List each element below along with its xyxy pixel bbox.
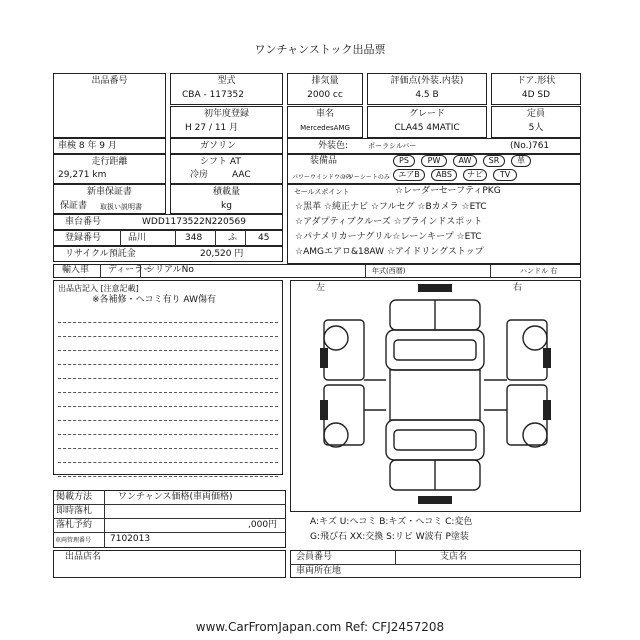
equip-sr: SR bbox=[483, 155, 505, 167]
legend-line-1: A:キズ U:ヘコミ B:キズ・ヘコミ C:変色 bbox=[310, 517, 473, 527]
plate-label: 登録番号 bbox=[65, 233, 102, 243]
legend-line-2: G:飛び石 XX:交換 S:リビ W波有 P塗装 bbox=[310, 532, 469, 542]
diagram-right-label: 右 bbox=[513, 283, 523, 293]
aircon-label: 冷房 bbox=[190, 170, 209, 180]
sales-point-4: ☆パナメリカーナグリル☆レーンキープ ☆ETC bbox=[295, 232, 482, 242]
manual-label: 保証書 bbox=[60, 201, 88, 211]
notes-line bbox=[58, 322, 278, 323]
notes-label: 出品店記入 [注意記載] bbox=[58, 284, 139, 293]
first-reg-value: H 27 / 11 月 bbox=[185, 123, 239, 133]
sales-point-2: ☆黒革 ☆純正ナビ ☆フルセグ ☆Bカメラ ☆ETC bbox=[295, 202, 487, 212]
equip-pw: PW bbox=[421, 155, 447, 167]
aircon-value: AAC bbox=[232, 170, 251, 180]
exhibitor-label: 出品店名 bbox=[65, 552, 102, 562]
footer-watermark: www.CarFromJapan.com Ref: CFJ2457208 bbox=[195, 620, 445, 634]
grade-value: CLA45 4MATIC bbox=[394, 123, 460, 133]
reserve-value: ,000円 bbox=[248, 520, 278, 530]
equipment-note-right: パワーシートのみ bbox=[342, 174, 390, 181]
model-value: CBA - 117352 bbox=[182, 90, 244, 100]
method-label: 掲載方法 bbox=[56, 492, 93, 502]
plate-class: 348 bbox=[185, 233, 203, 243]
displacement-value: 2000 cc bbox=[307, 90, 343, 100]
capacity-label: 定員 bbox=[526, 109, 545, 119]
notes-line bbox=[58, 336, 278, 337]
sales-point-5: ☆AMGエアロ&18AW ☆アイドリングストップ bbox=[295, 247, 484, 257]
plate-kana: ふ bbox=[228, 233, 238, 243]
notes-line bbox=[58, 378, 278, 379]
equip-navi: ナビ bbox=[463, 169, 487, 181]
maker-label: 車名 bbox=[315, 109, 334, 119]
equip-aw: AW bbox=[453, 155, 477, 167]
import-dealer: ディーラー bbox=[108, 265, 153, 275]
color-number: (No.)761 bbox=[510, 141, 550, 151]
score-label: 評価点(外装.内装) bbox=[390, 76, 464, 86]
notes-line bbox=[58, 350, 278, 351]
stock-value: 7102013 bbox=[110, 534, 151, 544]
equip-tv: TV bbox=[493, 169, 517, 181]
page-title: ワンチャンストック出品票 bbox=[254, 43, 386, 56]
notes-line bbox=[58, 448, 278, 449]
plate-number: 45 bbox=[258, 233, 270, 243]
recycle-value: 20,520 円 bbox=[200, 249, 244, 259]
warranty-label: 新車保証書 bbox=[86, 187, 132, 197]
notes-line bbox=[58, 476, 278, 477]
inspection-value: 車検 8 年 9 月 bbox=[58, 141, 117, 151]
import-serial: シリアルNo bbox=[146, 265, 194, 275]
model-year-label: 年式(西暦) bbox=[372, 267, 406, 275]
location-label: 車両所在地 bbox=[296, 566, 342, 576]
maker-value: MercedesAMG bbox=[300, 124, 350, 132]
fuel-value: ガソリン bbox=[200, 141, 237, 151]
displacement-label: 排気量 bbox=[311, 76, 339, 86]
door-label: ドア.形状 bbox=[516, 76, 556, 86]
equip-abs: ABS bbox=[431, 169, 457, 181]
color-label: 外装色: bbox=[318, 141, 349, 151]
notes-line bbox=[58, 406, 278, 407]
grade-label: グレード bbox=[408, 109, 445, 119]
import-label: 輸入車 bbox=[62, 265, 90, 275]
notes-line-1: ※各補修・ヘコミ有り AW傷有 bbox=[92, 295, 216, 305]
manual-value: 取扱い説明書 bbox=[100, 203, 142, 211]
score-value: 4.5 B bbox=[415, 90, 439, 100]
stock-label: 車両管理番号 bbox=[55, 537, 92, 544]
diagram-left-label: 左 bbox=[316, 283, 326, 293]
lot-number-label: 出品番号 bbox=[91, 76, 128, 86]
instant-label: 即時落札 bbox=[56, 506, 93, 516]
loading-value: kg bbox=[221, 201, 232, 211]
color-value: ポーラシルバー bbox=[368, 142, 417, 150]
equipment-note-left: パワーウインドウのみ bbox=[292, 174, 352, 181]
recycle-label: リサイクル預託金 bbox=[65, 249, 136, 259]
plate-area: 品川 bbox=[128, 233, 147, 243]
equip-airbag: エアB bbox=[393, 169, 425, 181]
capacity-value: 5人 bbox=[528, 123, 544, 133]
member-label: 会員番号 bbox=[296, 552, 333, 562]
equip-leather: 革 bbox=[511, 155, 531, 167]
notes-line bbox=[58, 434, 278, 435]
branch-label: 支店名 bbox=[440, 552, 468, 562]
shift-label: シフト AT bbox=[200, 157, 241, 167]
notes-line bbox=[58, 462, 278, 463]
notes-line bbox=[58, 364, 278, 365]
mileage-label: 走行距離 bbox=[91, 157, 128, 167]
loading-label: 積載量 bbox=[212, 187, 240, 197]
sales-point-label: セールスポイント bbox=[294, 188, 350, 196]
mileage-value: 29,271 km bbox=[58, 170, 107, 180]
sales-point-3: ☆アダプティブクルーズ ☆ブラインドスポット bbox=[295, 217, 483, 227]
first-reg-label: 初年度登録 bbox=[203, 109, 249, 119]
car-diagram bbox=[290, 280, 581, 512]
model-label: 型式 bbox=[217, 76, 236, 86]
chassis-label: 車台番号 bbox=[65, 217, 102, 227]
equip-ps: PS bbox=[393, 155, 415, 167]
chassis-value: WDD1173522N220569 bbox=[142, 217, 246, 227]
method-value: ワンチャンス価格(車両価格) bbox=[118, 492, 233, 502]
sales-point-1: ☆レーダーセーフティPKG bbox=[395, 186, 501, 196]
notes-line bbox=[58, 420, 278, 421]
equipment-label: 装備品 bbox=[310, 156, 338, 166]
door-value: 4D SD bbox=[521, 90, 551, 100]
notes-line bbox=[58, 392, 278, 393]
handle-label: ハンドル 右 bbox=[520, 267, 558, 275]
reserve-label: 落札予約 bbox=[56, 520, 93, 530]
